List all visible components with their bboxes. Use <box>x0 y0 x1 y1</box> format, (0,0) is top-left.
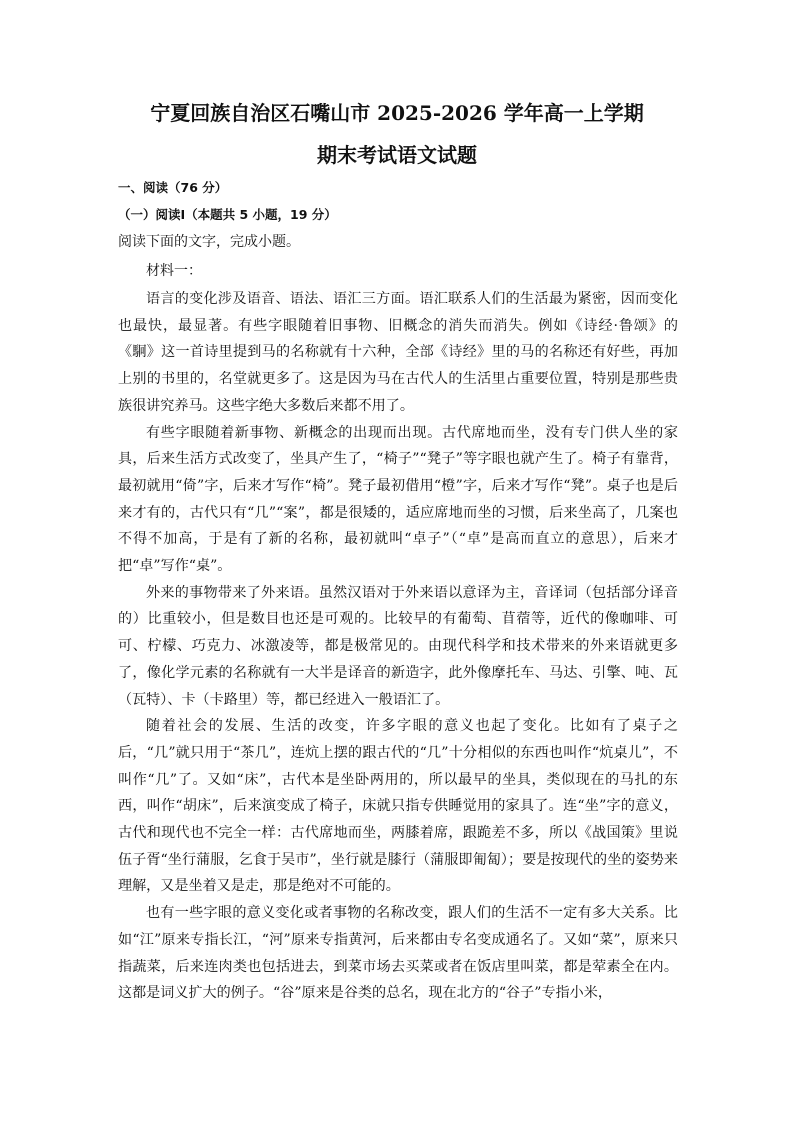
passage-paragraph: 随着社会的发展、生活的改变，许多字眼的意义也起了变化。比如有了桌子之后，“几”就只用于“茶几”，连炕上摆的跟古代的“几”十分相似的东西也叫作“炕桌儿”，不叫作“几”了。又如“床”，古代本是坐卧两用的，所以最早的坐具，类似现在的马扎的东西，叫作“胡床”，后来演变成了椅子，床就只指专供睡觉用的家具了。连“坐”字的意义，古代和现代也不完全一样：古代席地而坐，两膝着席，跟跪差不多，所以《战国策》里说伍子胥“坐行蒲服，乞食于吴市”，坐行就是膝行（蒲服即匍匐）；要是按现代的坐的姿势来理解，又是坐着又是走，那是绝对不可能的。 <box>118 718 678 895</box>
passage-paragraph: 也有一些字眼的意义变化或者事物的名称改变，跟人们的生活不一定有多大关系。比如“江”原来专指长江，“河”原来专指黄河，后来都由专名变成通名了。又如“菜”，原来只指蔬菜，后来连肉类也包括进去，到菜市场去买菜或者在饭店里叫菜，都是荤素全在内。这都是词义扩大的例子。“谷”原来是谷类的总名，现在北方的“谷子”专指小米， <box>118 905 678 1002</box>
document-subtitle: 期末考试语文试题 <box>317 143 477 167</box>
material-label: 材料一： <box>146 263 202 279</box>
instruction-text: 阅读下面的文字，完成小题。 <box>118 234 300 250</box>
passage-paragraph: 外来的事物带来了外来语。虽然汉语对于外来语以意译为主，音译词（包括部分译音的）比重较小，但是数目也还是可观的。比较早的有葡萄、苜蓿等，近代的像咖啡、可可、柠檬、巧克力、冰激凌等，都是极常见的。由现代科学和技术带来的外来语就更多了，像化学元素的名称就有一大半是译音的新造字，此外像摩托车、马达、引擎、吨、瓦（瓦特）、卡（卡路里）等，都已经进入一般语汇了。 <box>118 584 678 708</box>
passage-paragraph: 语言的变化涉及语音、语法、语汇三方面。语汇联系人们的生活最为紧密，因而变化也最快，最显著。有些字眼随着旧事物、旧概念的消失而消失。例如《诗经·鲁颂》的《駉》这一首诗里提到马的名称就有十六种，全部《诗经》里的马的名称还有好些，再加上别的书里的，名堂就更多了。这是因为马在古代人的生活里占重要位置，特别是那些贵族很讲究养马。这些字绝大多数后来都不用了。 <box>118 291 678 414</box>
document-title: 宁夏回族自治区石嘴山市 2025-2026 学年高一上学期 <box>150 101 644 125</box>
passage-body <box>118 286 678 1007</box>
section-heading: 一、阅读（76 分） <box>118 180 228 195</box>
subsection-heading: （一）阅读Ⅰ（本题共 5 小题，19 分） <box>118 207 337 222</box>
passage-paragraph: 有些字眼随着新事物、新概念的出现而出现。古代席地而坐，没有专门供人坐的家具，后来生活方式改变了，坐具产生了，“椅子”“凳子”等字眼也就产生了。椅子有靠背，最初就用“倚”字，后来才写作“椅”。凳子最初借用“橙”字，后来才写作“凳”。桌子也是后来才有的，古代只有“几”“案”，都是很矮的，适应席地而坐的习惯，后来坐高了，几案也不得不加高，于是有了新的名称，最初就叫“卓子”（“卓”是高而直立的意思），后来才把“卓”写作“桌”。 <box>118 424 678 575</box>
